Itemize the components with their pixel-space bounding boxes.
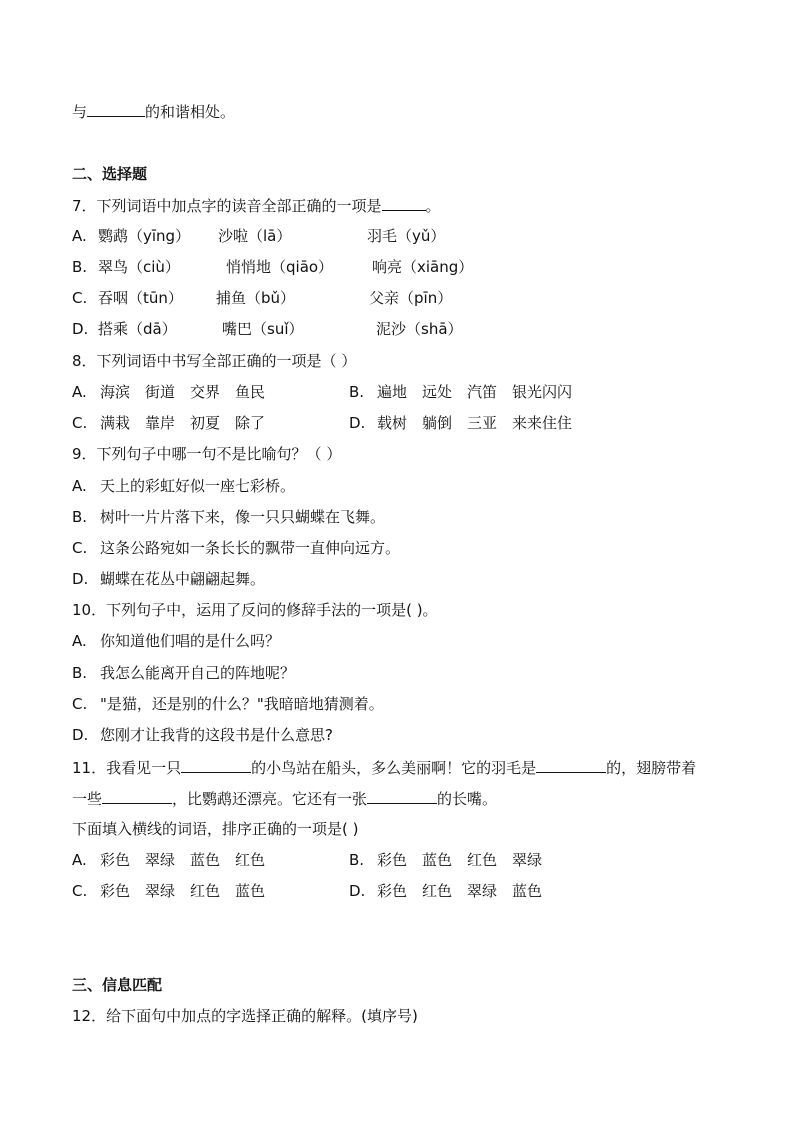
answer-blank[interactable] xyxy=(181,757,251,773)
option-label: D. xyxy=(72,320,89,338)
option-text: 载树 躺倒 三亚 来来住住 xyxy=(377,414,573,432)
option-item: 嘴巴（suǐ） xyxy=(222,320,304,338)
q11-option-b[interactable] xyxy=(349,850,542,870)
question-10-stem: 10．下列句子中，运用了反问的修辞手法的一项是( )。 xyxy=(72,601,438,619)
q8-option-a[interactable] xyxy=(72,382,265,402)
option-text: 树叶一片片落下来，像一只只蝴蝶在飞舞。 xyxy=(100,508,386,526)
option-text: 你知道他们唱的是什么吗？ xyxy=(100,632,281,650)
answer-blank[interactable] xyxy=(382,195,426,211)
option-label: B. xyxy=(349,851,365,869)
option-label: B. xyxy=(72,508,88,526)
q8-options-row-1 xyxy=(72,382,772,402)
option-text: 彩色 翠绿 红色 蓝色 xyxy=(100,882,266,900)
option-text: 彩色 红色 翠绿 蓝色 xyxy=(377,882,543,900)
q8-option-b[interactable] xyxy=(349,382,572,402)
option-item: 沙啦（lā） xyxy=(218,227,292,245)
option-item: 泥沙（shā） xyxy=(376,320,463,338)
q7-option-c[interactable] xyxy=(72,288,772,308)
option-item: 父亲（pīn） xyxy=(369,289,453,307)
q9-option-a[interactable] xyxy=(72,476,295,496)
q11-text: 一些 xyxy=(72,790,103,808)
option-item: 羽毛（yǔ） xyxy=(367,227,446,245)
option-item: 响亮（xiāng） xyxy=(372,258,474,276)
q8-option-d[interactable] xyxy=(349,413,572,433)
q11-option-c[interactable] xyxy=(72,881,265,901)
option-label: C. xyxy=(72,539,88,557)
option-text: 海滨 街道 交界 鱼民 xyxy=(100,383,266,401)
option-label: B. xyxy=(72,664,88,682)
q7-option-d[interactable] xyxy=(72,319,772,339)
q11-text: 的长嘴。 xyxy=(437,790,498,808)
q11-options-row-2 xyxy=(72,881,772,901)
option-item: 搭乘（dā） xyxy=(98,320,177,338)
q10-option-d[interactable] xyxy=(72,725,333,745)
answer-blank[interactable] xyxy=(87,101,145,117)
q8-option-c[interactable] xyxy=(72,413,265,433)
option-label: D. xyxy=(349,414,366,432)
option-text: 蝴蝶在花丛中翩翩起舞。 xyxy=(100,570,266,588)
section-title-choice: 二、选择题 xyxy=(72,165,148,183)
option-text: 满栽 靠岸 初夏 除了 xyxy=(100,414,266,432)
option-text: 您刚才让我背的这段书是什么意思? xyxy=(100,726,333,744)
option-label: D. xyxy=(349,882,366,900)
option-text: 我怎么能离开自己的阵地呢？ xyxy=(100,664,296,682)
section-title-matching: 三、信息匹配 xyxy=(72,976,163,994)
q11-option-a[interactable] xyxy=(72,850,265,870)
question-11-prompt: 下面填入横线的词语，排序正确的一项是( ) xyxy=(72,820,359,838)
question-8-stem: 8．下列词语中书写全部正确的一项是（ ） xyxy=(72,352,357,370)
q11-text: ，比鹦鹉还漂亮。它还有一张 xyxy=(172,790,368,808)
q11-text: 的小鸟站在船头，多么美丽啊！它的羽毛是 xyxy=(251,759,537,777)
q10-option-a[interactable] xyxy=(72,631,280,651)
option-text: 彩色 翠绿 蓝色 红色 xyxy=(100,851,266,869)
option-text: "是猫，还是别的什么？"我暗暗地猜测着。 xyxy=(100,695,384,713)
q7-option-a[interactable] xyxy=(72,226,772,246)
q7-option-b[interactable] xyxy=(72,257,772,277)
question-7-stem xyxy=(72,195,441,215)
option-label: C. xyxy=(72,289,88,307)
option-item: 鹦鹉（yīng） xyxy=(98,227,191,245)
q9-option-d[interactable] xyxy=(72,569,265,589)
option-item: 捕鱼（bǔ） xyxy=(216,289,296,307)
option-label: A. xyxy=(72,383,87,401)
option-label: A. xyxy=(72,477,87,495)
question-7-stem-end: 。 xyxy=(425,197,441,215)
answer-blank[interactable] xyxy=(536,757,606,773)
q9-option-b[interactable] xyxy=(72,507,385,527)
q11-text: 的，翅膀带着 xyxy=(606,759,697,777)
q10-option-c[interactable] xyxy=(72,694,384,714)
q11-options-row-1 xyxy=(72,850,772,870)
question-9-stem: 9．下列句子中哪一句不是比喻句？（ ） xyxy=(72,445,342,463)
option-label: C. xyxy=(72,414,88,432)
answer-blank[interactable] xyxy=(102,788,172,804)
question-7-stem-text: 7．下列词语中加点字的读音全部正确的一项是 xyxy=(72,197,382,215)
option-text: 这条公路宛如一条长长的飘带一直伸向远方。 xyxy=(100,539,401,557)
option-item: 吞咽（tūn） xyxy=(98,289,183,307)
option-text: 遍地 远处 汽笛 银光闪闪 xyxy=(377,383,573,401)
option-label: C. xyxy=(72,882,88,900)
option-label: C. xyxy=(72,695,88,713)
question-12-stem: 12．给下面句中加点的字选择正确的解释。(填序号) xyxy=(72,1007,418,1025)
q10-option-b[interactable] xyxy=(72,663,295,683)
q9-option-c[interactable] xyxy=(72,538,400,558)
q11-text: 11．我看见一只 xyxy=(72,759,182,777)
option-item: 翠鸟（ciù） xyxy=(98,258,180,276)
option-label: B. xyxy=(72,258,88,276)
top-line-text-after: 的和谐相处。 xyxy=(145,103,236,121)
option-label: A. xyxy=(72,227,87,245)
option-label: D. xyxy=(72,570,89,588)
top-line xyxy=(72,101,235,121)
option-label: D. xyxy=(72,726,89,744)
option-label: A. xyxy=(72,851,87,869)
option-item: 悄悄地（qiāo） xyxy=(226,258,334,276)
q11-option-d[interactable] xyxy=(349,881,542,901)
answer-blank[interactable] xyxy=(367,788,437,804)
option-label: B. xyxy=(349,383,365,401)
question-11-line-1 xyxy=(72,757,696,777)
question-11-line-2 xyxy=(72,788,497,808)
q8-options-row-2 xyxy=(72,413,772,433)
option-text: 彩色 蓝色 红色 翠绿 xyxy=(377,851,543,869)
top-line-text-before: 与 xyxy=(72,103,88,121)
option-label: A. xyxy=(72,632,87,650)
option-text: 天上的彩虹好似一座七彩桥。 xyxy=(100,477,296,495)
